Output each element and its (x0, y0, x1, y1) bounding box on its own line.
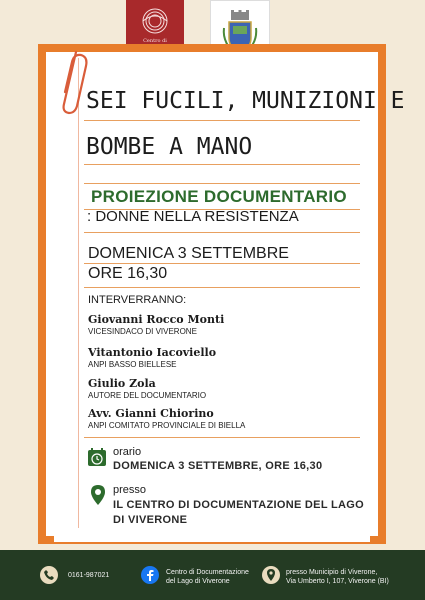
ruled-line (84, 287, 360, 288)
address-line1: presso Municipio di Viverone, (286, 569, 378, 576)
venue-label: presso (113, 484, 147, 496)
subtitle-sub: : DONNE NELLA RESISTENZA (87, 208, 299, 225)
facebook-icon[interactable] (141, 566, 159, 584)
speaker-name: Giovanni Rocco Monti (88, 313, 225, 326)
date-line2: ORE 16,30 (88, 265, 168, 282)
phone-icon (40, 566, 58, 584)
speaker-role: ANPI COMITATO PROVINCIALE DI BIELLA (88, 421, 246, 430)
venue-line2: DI VIVERONE (113, 514, 188, 526)
address-line2: Via Umberto I, 107, Viverone (BI) (286, 578, 389, 585)
ruled-line (84, 263, 360, 264)
schedule-label: orario (113, 446, 142, 458)
ruled-line (84, 164, 360, 165)
speaker-role: VICESINDACO DI VIVERONE (88, 327, 197, 336)
footer-address (286, 568, 389, 586)
footer-phone[interactable]: 0161-987021 (68, 572, 110, 579)
subtitle: PROIEZIONE DOCUMENTARIO (91, 187, 347, 206)
speaker-name: Giulio Zola (88, 377, 156, 390)
ruled-line (84, 183, 360, 184)
speaker-name: Avv. Gianni Chiorino (88, 407, 214, 420)
speakers-heading: INTERVERRANNO: (88, 294, 187, 306)
margin-line (78, 58, 79, 528)
venue-line1: IL CENTRO DI DOCUMENTAZIONE DEL LAGO (113, 499, 364, 511)
logo-line1: Centro di (143, 38, 167, 44)
speaker-role: AUTORE DEL DOCUMENTARIO (88, 391, 207, 400)
speaker-role: ANPI BASSO BIELLESE (88, 360, 177, 369)
address-pin-icon (262, 566, 280, 584)
location-pin-icon (90, 484, 106, 506)
ruled-line (84, 437, 360, 438)
title-line1: SEI FUCILI, MUNIZIONI E (86, 88, 405, 114)
facebook-line1: Centro di Documentazione (166, 569, 249, 576)
calendar-icon (87, 447, 107, 467)
title-line2: BOMBE A MANO (86, 134, 253, 160)
schedule-value: DOMENICA 3 SETTEMBRE, ORE 16,30 (113, 460, 323, 472)
date-line1: DOMENICA 3 SETTEMBRE (88, 245, 289, 262)
facebook-line2: del Lago di Viverone (166, 578, 230, 585)
footer-facebook[interactable] (166, 568, 249, 586)
ruled-line (84, 120, 360, 121)
paperclip-icon (58, 46, 88, 116)
speaker-name: Vitantonio Iacoviello (88, 346, 217, 359)
ring-logo-icon (140, 6, 170, 36)
ruled-line (84, 232, 360, 233)
